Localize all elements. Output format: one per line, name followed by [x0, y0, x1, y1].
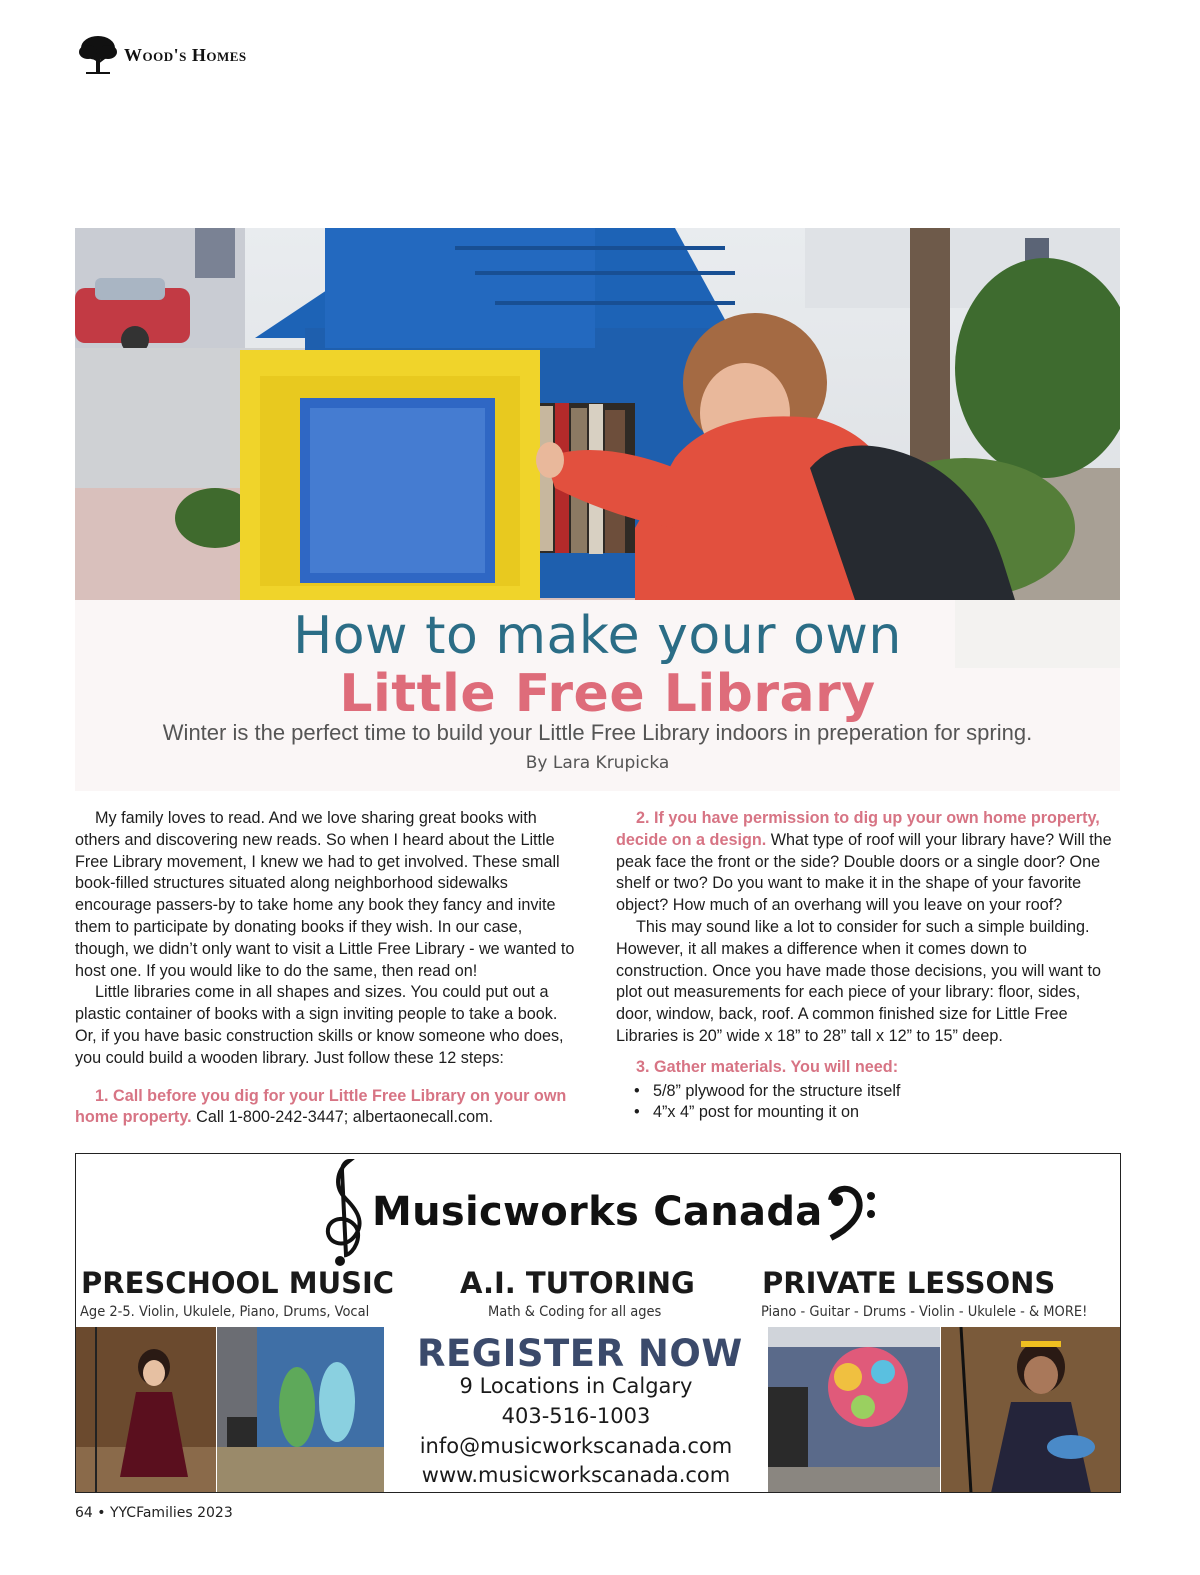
page-footer: 64 • YYCFamilies 2023: [75, 1505, 233, 1521]
lessons-student-photo: [941, 1327, 1121, 1493]
bass-clef-icon: [825, 1182, 885, 1242]
article-subtitle: Winter is the perfect time to build your Little Free Library indoors in preperation for spring.: [162, 720, 1033, 745]
brand-name: Wood's Homes: [124, 44, 247, 65]
ad-sub-preschool: Age 2-5. Violin, Ukulele, Piano, Drums, Vocal: [80, 1304, 370, 1320]
list-item: • 5/8” plywood for the structure itself: [616, 1081, 1116, 1103]
register-now-button[interactable]: REGISTER NOW: [417, 1332, 743, 1375]
step-3: [616, 1057, 1116, 1079]
ad-phone[interactable]: 403-516-1003: [501, 1404, 651, 1428]
bullet-icon: •: [634, 1103, 640, 1122]
step-heading: 1. Call before you dig for your Little Free Library on your own home property.: [75, 1086, 567, 1127]
list-item: • 4”x 4” post for mounting it on: [616, 1102, 1116, 1124]
treble-clef-icon: [316, 1157, 376, 1267]
article-byline: By Lara Krupicka: [525, 753, 670, 773]
brand-header: [78, 34, 247, 76]
ad-logo: [316, 1156, 885, 1268]
article-title-line2: Little Free Library: [339, 664, 876, 724]
ad-website[interactable]: www.musicworkscanada.com: [421, 1463, 731, 1487]
lessons-room-photo: [768, 1327, 940, 1493]
article-title-line1: How to make your own: [293, 606, 902, 666]
article-column-right: [616, 808, 1116, 1124]
paragraph: This may sound like a lot to consider for such a simple building. However, it all makes a difference when it comes down to construction. Once you have made those decisions, you will want to plot out measurements for each piece of your library: floor, sides, door, window, back, roof. A common finished size for Little Free Libraries is 20” wide x 18” to 28” tall x 12” to 15” deep.: [616, 917, 1101, 1045]
paragraph: Little libraries come in all shapes and sizes. You could put out a plastic container of books with a sign inviting people to take a book. Or, if you have basic construction skills or know someone who does, you could build a wooden library. Just follow these 12 steps:: [75, 983, 564, 1067]
ad-sub-tutoring: Math & Coding for all ages: [488, 1304, 662, 1320]
ad-brand: Musicworks Canada: [372, 1189, 823, 1235]
bullet-icon: •: [634, 1081, 640, 1100]
step-1: [75, 1086, 575, 1130]
ad-email[interactable]: info@musicworkscanada.com: [419, 1434, 733, 1458]
ad-sub-lessons: Piano - Guitar - Drums - Violin - Ukulele - & MORE!: [761, 1304, 1088, 1320]
tree-icon: [78, 34, 118, 76]
preschool-room-photo: [217, 1327, 384, 1493]
step-heading: 2. If you have permission to dig up your own home property, decide on a design.: [616, 809, 1100, 849]
step-body: Call 1-800-242-3447; albertaonecall.com.: [191, 1108, 494, 1127]
step-heading: 3. Gather materials. You will need:: [636, 1057, 899, 1076]
hero-section: [75, 228, 1120, 791]
step-body: What type of roof will your library have? Will the peak face the front or the side? Double doors or a single door? One shelf or two? Do you want to make it in the shape of your favorite object? How much of an overhang will you leave on your roof?: [616, 830, 1112, 915]
preschool-photo: [76, 1327, 216, 1493]
materials-list: [616, 1081, 1116, 1125]
paragraph: My family loves to read. And we love sharing great books with others and discovering new reads. So when I heard about the Little Free Library movement, I knew we had to get involved. These small book-filled structures situated along neighborhood sidewalks encourage passers-by to take home any book they fancy and invite them to participate by donating books if they wish. In our case, though, we didn’t only want to visit a Little Free Library - we wanted to host one. If you would like to do the same, then read on!: [75, 809, 575, 980]
ad-heading-preschool: PRESCHOOL MUSIC: [81, 1266, 395, 1300]
step-2: [616, 808, 1116, 917]
article-column-left: [75, 808, 575, 1129]
ad-locations: 9 Locations in Calgary: [459, 1374, 693, 1398]
musicworks-ad[interactable]: [75, 1153, 1121, 1493]
ad-heading-tutoring: A.I. TUTORING: [460, 1266, 695, 1300]
ad-heading-lessons: PRIVATE LESSONS: [762, 1266, 1056, 1300]
